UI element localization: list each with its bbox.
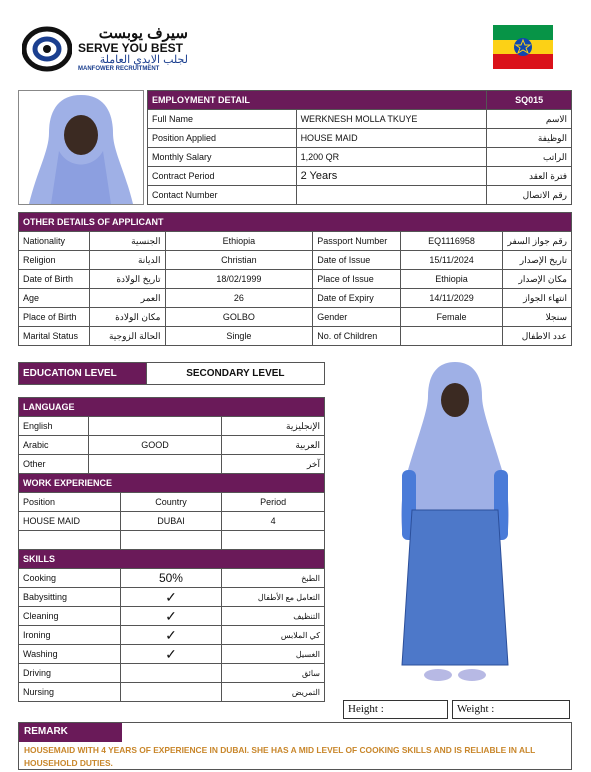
checkmark-icon: ✓	[120, 626, 222, 645]
table-row	[19, 588, 325, 607]
row-label: Arabic	[19, 436, 89, 455]
table-row	[19, 270, 572, 289]
education-table	[18, 362, 325, 385]
row-label: Driving	[19, 664, 121, 683]
row-label: Full Name	[148, 110, 297, 129]
row-value: 1,200 QR	[296, 148, 487, 167]
table-row	[148, 186, 572, 205]
row-arabic-label: الوظيفة	[487, 129, 572, 148]
skill-level	[120, 683, 222, 702]
table-row	[19, 607, 325, 626]
row-arabic-label: تاريخ الإصدار	[503, 251, 572, 270]
logo-arabic-sub: لجلب الايدي العاملة	[99, 54, 188, 66]
table-row	[19, 626, 325, 645]
table-row	[19, 455, 325, 474]
row-label: Age	[19, 289, 90, 308]
table-cell: HOUSE MAID	[19, 512, 121, 531]
height-label: Height :	[348, 703, 384, 715]
ethiopia-flag-icon	[493, 25, 553, 69]
table-row	[148, 167, 572, 186]
applicant-portrait-icon	[19, 91, 143, 204]
row-arabic-label: الحالة الزوجية	[90, 327, 165, 346]
logo-name: SERVE YOU BEST	[78, 41, 183, 55]
row-arabic-label: مكان الولادة	[90, 308, 165, 327]
row-label: Washing	[19, 645, 121, 664]
employment-detail-table	[147, 90, 572, 205]
row-arabic-label: سائق	[222, 664, 325, 683]
table-row	[19, 232, 572, 251]
weight-box	[452, 700, 570, 719]
applicant-full-body-icon	[380, 360, 530, 690]
logo-emblem-icon	[22, 26, 72, 72]
table-cell: 4	[222, 512, 325, 531]
table-cell	[222, 531, 325, 550]
row-label: Cleaning	[19, 607, 121, 626]
row-value: Christian	[165, 251, 313, 270]
row-arabic-label: الجنسية	[90, 232, 165, 251]
row-label: Gender	[313, 308, 400, 327]
table-row	[19, 683, 325, 702]
row-arabic-label: الديانة	[90, 251, 165, 270]
row-value	[400, 327, 503, 346]
row-arabic-label: الاسم	[487, 110, 572, 129]
row-arabic-label: التمريض	[222, 683, 325, 702]
row-value: 26	[165, 289, 313, 308]
education-value: SECONDARY LEVEL	[146, 363, 324, 385]
row-label: Position Applied	[148, 129, 297, 148]
row-arabic-label: فترة العقد	[487, 167, 572, 186]
row-label: Other	[19, 455, 89, 474]
skill-level	[120, 664, 222, 683]
row-label: Monthly Salary	[148, 148, 297, 167]
row-arabic-label: عدد الاطفال	[503, 327, 572, 346]
table-cell: DUBAI	[120, 512, 222, 531]
row-value: Female	[400, 308, 503, 327]
row-label: Place of Issue	[313, 270, 400, 289]
applicant-photo-small	[18, 90, 144, 205]
row-value: 14/11/2029	[400, 289, 503, 308]
row-arabic-label: سنجلا	[503, 308, 572, 327]
row-arabic-label: تاريخ الولادة	[90, 270, 165, 289]
employment-header: EMPLOYMENT DETAIL	[148, 91, 487, 110]
row-arabic-label: العربية	[222, 436, 325, 455]
row-label: Date of Issue	[313, 251, 400, 270]
row-label: Marital Status	[19, 327, 90, 346]
row-arabic-label: انتهاء الجواز	[503, 289, 572, 308]
weight-label: Weight :	[457, 703, 495, 715]
table-row	[19, 493, 325, 512]
row-label: Passport Number	[313, 232, 400, 251]
table-row	[19, 251, 572, 270]
row-arabic-label: الطبخ	[222, 569, 325, 588]
row-value: EQ1116958	[400, 232, 503, 251]
language-header: LANGUAGE	[19, 398, 325, 417]
remark-section	[18, 722, 572, 770]
table-row	[148, 110, 572, 129]
skill-level: 50%	[120, 569, 222, 588]
row-label: English	[19, 417, 89, 436]
row-label: Place of Birth	[19, 308, 90, 327]
row-label: Babysitting	[19, 588, 121, 607]
row-label: No. of Children	[313, 327, 400, 346]
table-row	[19, 417, 325, 436]
logo-arabic-name: سيرف يوبست	[98, 25, 188, 42]
row-value	[296, 186, 487, 205]
row-value: 2 Years	[296, 167, 487, 186]
table-row	[19, 569, 325, 588]
row-label: Date of Birth	[19, 270, 90, 289]
checkmark-icon: ✓	[120, 588, 222, 607]
row-arabic-label: رقم الاتصال	[487, 186, 572, 205]
table-row	[19, 327, 572, 346]
education-label: EDUCATION LEVEL	[19, 363, 147, 385]
table-cell	[120, 531, 222, 550]
column-header: Position	[19, 493, 121, 512]
row-value	[88, 455, 221, 474]
row-value	[88, 417, 221, 436]
remark-text: HOUSEMAID WITH 4 YEARS OF EXPERIENCE IN DUBAI. SHE HAS A MID LEVEL OF COOKING SKILLS AND IS RELIABLE IN ALL HOUSEHOLD DUTIES.	[24, 745, 536, 768]
remark-header-label: REMARK	[24, 726, 68, 737]
height-box	[343, 700, 448, 719]
table-row	[19, 664, 325, 683]
row-arabic-label: آخر	[222, 455, 325, 474]
row-value: Single	[165, 327, 313, 346]
table-cell	[19, 531, 121, 550]
table-row	[148, 148, 572, 167]
row-arabic-label: الغسيل	[222, 645, 325, 664]
row-label: Date of Expiry	[313, 289, 400, 308]
checkmark-icon: ✓	[120, 645, 222, 664]
column-header: Country	[120, 493, 222, 512]
row-arabic-label: الراتب	[487, 148, 572, 167]
applicant-photo-full	[380, 360, 530, 690]
row-value: GOOD	[88, 436, 221, 455]
row-label: Nationality	[19, 232, 90, 251]
row-value: WERKNESH MOLLA TKUYE	[296, 110, 487, 129]
column-header: Period	[222, 493, 325, 512]
row-value: 18/02/1999	[165, 270, 313, 289]
row-arabic-label: مكان الإصدار	[503, 270, 572, 289]
row-value: Ethiopia	[165, 232, 313, 251]
table-row	[148, 129, 572, 148]
row-arabic-label: رقم جواز السفر	[503, 232, 572, 251]
row-value: GOLBO	[165, 308, 313, 327]
applicant-code: SQ015	[487, 91, 572, 110]
remark-header	[19, 723, 122, 742]
row-arabic-label: كي الملابس	[222, 626, 325, 645]
table-row	[19, 308, 572, 327]
row-label: Cooking	[19, 569, 121, 588]
logo-subtitle: MANFOWER RECRUITMENT	[78, 66, 160, 72]
row-value: 15/11/2024	[400, 251, 503, 270]
row-arabic-label: التنظيف	[222, 607, 325, 626]
row-arabic-label: العمر	[90, 289, 165, 308]
table-row	[19, 512, 325, 531]
row-value: HOUSE MAID	[296, 129, 487, 148]
other-details-header: OTHER DETAILS OF APPLICANT	[19, 213, 572, 232]
table-row	[19, 289, 572, 308]
row-arabic-label: التعامل مع الأطفال	[222, 588, 325, 607]
other-details-table	[18, 212, 572, 346]
row-arabic-label: الإنجليزية	[222, 417, 325, 436]
row-label: Religion	[19, 251, 90, 270]
table-row	[19, 645, 325, 664]
row-label: Ironing	[19, 626, 121, 645]
work-experience-header: WORK EXPERIENCE	[19, 474, 325, 493]
row-value: Ethiopia	[400, 270, 503, 289]
row-label: Contract Period	[148, 167, 297, 186]
table-row	[19, 531, 325, 550]
skills-header: SKILLS	[19, 550, 325, 569]
table-row	[19, 436, 325, 455]
row-label: Nursing	[19, 683, 121, 702]
company-logo	[22, 24, 192, 74]
checkmark-icon: ✓	[120, 607, 222, 626]
row-label: Contact Number	[148, 186, 297, 205]
language-work-skills-table	[18, 397, 325, 702]
